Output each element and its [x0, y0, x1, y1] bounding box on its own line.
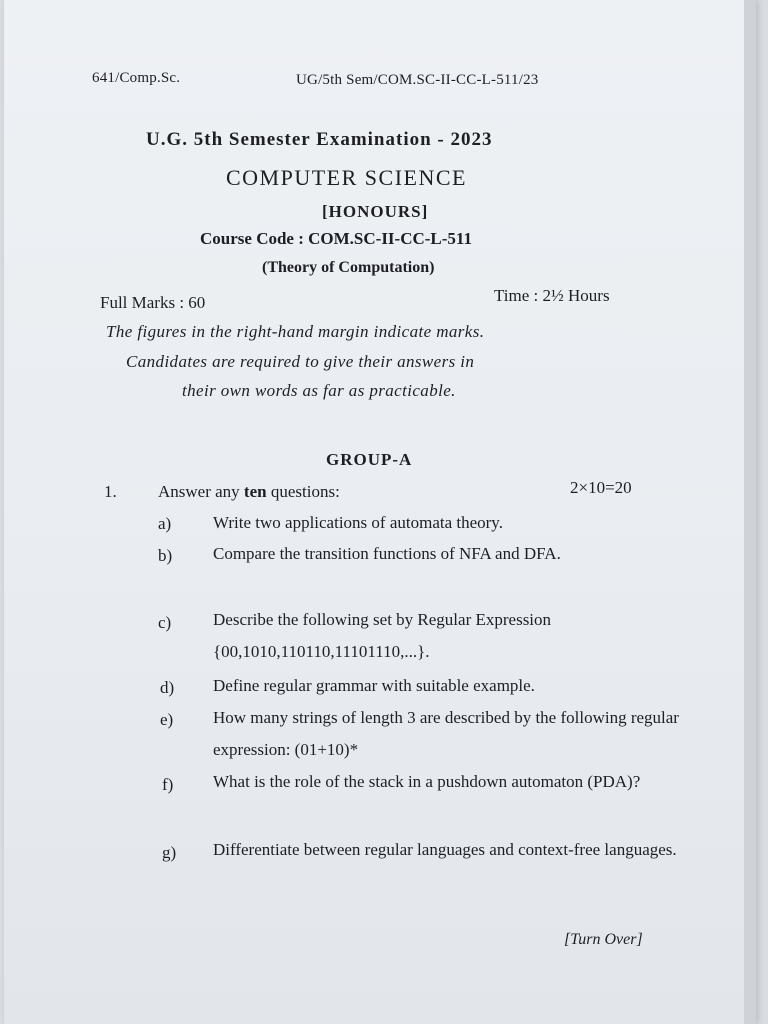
instruction-line-2: Candidates are required to give their answers in	[126, 352, 475, 371]
prompt-bold: ten	[243, 482, 267, 501]
instruction-line-3: their own words as far as practicable.	[182, 381, 456, 400]
exam-paper	[4, 0, 756, 1024]
item-text: Describe the following set by Regular Expression {00,1010,110110,11101110,...}.	[213, 610, 552, 661]
paper-code-left: 641/Comp.Sc.	[92, 70, 181, 86]
question-prompt	[158, 482, 340, 502]
honours-label: [HONOURS]	[322, 202, 429, 221]
course-code: Course Code : COM.SC-II-CC-L-511	[200, 229, 472, 248]
item-text: Define regular grammar with suitable example.	[213, 676, 535, 695]
exam-title: U.G. 5th Semester Examination - 2023	[146, 129, 493, 150]
item-label: c)	[158, 613, 172, 632]
item-label: g)	[162, 843, 177, 862]
item-label: d)	[160, 678, 175, 697]
group-title: GROUP-A	[326, 450, 413, 469]
item-text: Differentiate between regular languages and context-free languages.	[213, 840, 677, 859]
instruction-line-1: The figures in the right-hand margin indicate marks.	[106, 322, 485, 341]
turn-over-note: [Turn Over]	[564, 931, 643, 948]
item-label: b)	[158, 546, 173, 565]
time-allowed: Time : 2½ Hours	[494, 286, 610, 305]
paper-code-right: UG/5th Sem/COM.SC-II-CC-L-511/23	[296, 72, 539, 88]
prompt-pre: Answer any	[158, 482, 244, 501]
item-label: a)	[158, 514, 172, 533]
item-text: Compare the transition functions of NFA and DFA.	[213, 544, 561, 563]
paper-edge	[744, 0, 756, 1024]
full-marks: Full Marks : 60	[100, 293, 206, 312]
item-label: f)	[162, 775, 174, 794]
item-text: How many strings of length 3 are described by the following regular expression: (01+10)*	[213, 708, 679, 759]
paper-title: (Theory of Computation)	[262, 259, 435, 276]
item-text: What is the role of the stack in a pushdown automaton (PDA)?	[213, 772, 641, 791]
prompt-post: questions:	[266, 482, 340, 501]
question-number: 1.	[104, 482, 117, 501]
question-marks: 2×10=20	[570, 478, 632, 497]
subject-title: COMPUTER SCIENCE	[226, 165, 467, 190]
item-label: e)	[160, 710, 174, 729]
item-text: Write two applications of automata theory.	[213, 513, 503, 532]
